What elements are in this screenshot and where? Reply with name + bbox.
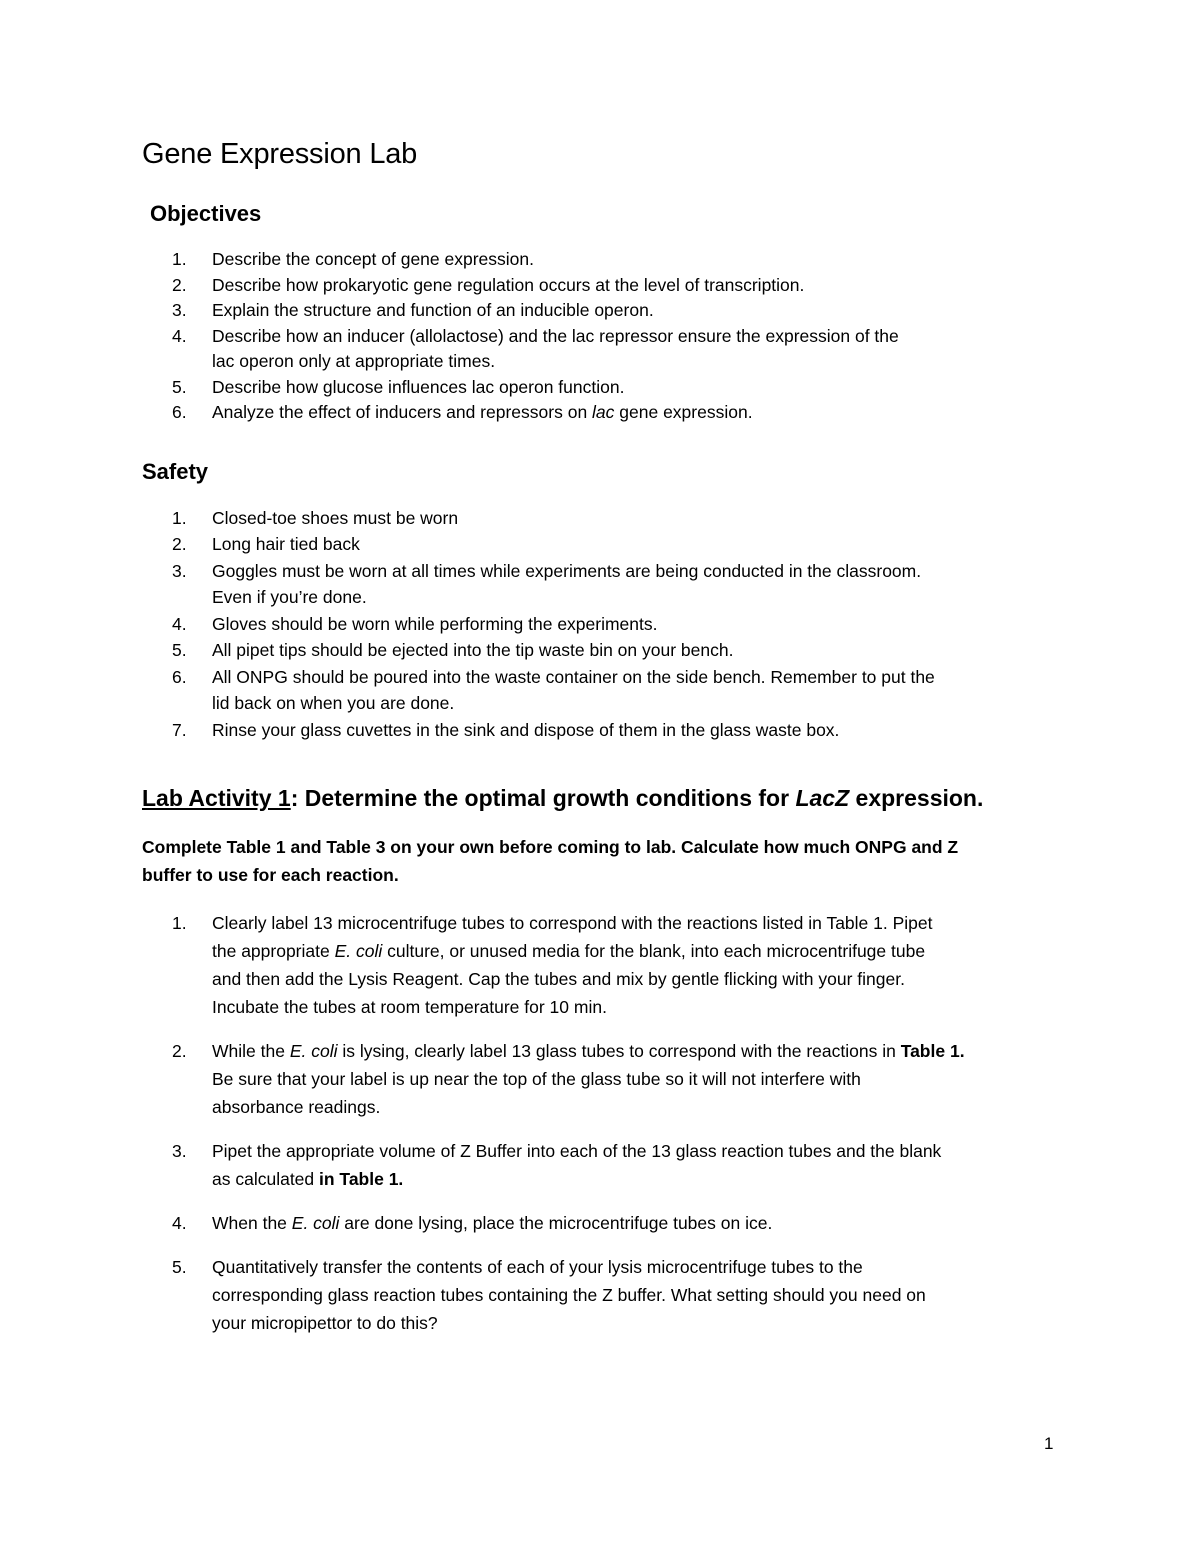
list-item: 1. Describe the concept of gene expression. — [172, 249, 534, 269]
procedure-step: 3. Pipet the appropriate volume of Z Buffer into each of the 13 glass reaction tubes and the blank as calculated in Table 1. — [172, 1141, 942, 1189]
procedure-step: 5. Quantitatively transfer the contents of each of your lysis microcentrifuge tubes to the corresponding glass reaction tubes containing the Z buffer. What setting should you need on your micropipettor to do this? — [172, 1257, 926, 1333]
procedure-list — [142, 909, 1062, 1337]
document-title: Gene Expression Lab — [142, 138, 418, 170]
list-item: 6. All ONPG should be poured into the waste container on the side bench. Remember to put the lid back on when you are done. — [172, 666, 935, 713]
list-item: 3. Goggles must be worn at all times while experiments are being conducted in the classroom. Even if you’re done. — [172, 560, 922, 607]
list-item: 5. Describe how glucose influences lac operon function. — [172, 376, 625, 397]
list-item: 2. Describe how prokaryotic gene regulation occurs at the level of transcription. — [172, 274, 805, 295]
pre-lab-instructions: Complete Table 1 and Table 3 on your own before coming to lab. Calculate how much ONPG and Z buffer to use for each reaction. — [142, 837, 959, 885]
list-item: 2. Long hair tied back — [172, 534, 360, 554]
safety-heading: Safety — [142, 458, 209, 484]
page-number: 1 — [1044, 1434, 1054, 1453]
objectives-list — [142, 247, 1062, 426]
procedure-step: 2. While the E. coli is lysing, clearly label 13 glass tubes to correspond with the reactions in Table 1. Be sure that your label is up near the top of the glass tube so it will not interfere with absorbance readings. — [172, 1041, 965, 1117]
objectives-heading: Objectives — [150, 201, 262, 226]
page-content — [142, 138, 1062, 1353]
list-item: 7. Rinse your glass cuvettes in the sink and dispose of them in the glass waste box. — [172, 719, 840, 740]
lab-activity-1-heading: Lab Activity 1: Determine the optimal growth conditions for LacZ expression. — [142, 785, 984, 811]
procedure-step: 4. When the E. coli are done lysing, place the microcentrifuge tubes on ice. — [172, 1213, 773, 1233]
list-item: 6. Analyze the effect of inducers and repressors on lac gene expression. — [172, 402, 753, 422]
procedure-step: 1. Clearly label 13 microcentrifuge tubes to correspond with the reactions listed in Table 1. Pipet the appropriate E. coli culture, or unused media for the blank, into each microcentrifuge tube and then add the Lysis Reagent. Cap the tubes and mix by gentle flicking with your finger. Incubate the tubes at room temperature for 10 min. — [172, 913, 933, 1017]
lab-activity-label: Lab Activity 1 — [142, 785, 291, 811]
list-item: 4. Describe how an inducer (allolactose) and the lac repressor ensure the expression of the lac operon only at appropriate times. — [172, 325, 899, 371]
safety-list — [142, 505, 1062, 744]
list-item: 4. Gloves should be worn while performing the experiments. — [172, 613, 658, 634]
list-item: 3. Explain the structure and function of an inducible operon. — [172, 300, 654, 320]
list-item: 1. Closed-toe shoes must be worn — [172, 507, 459, 528]
list-item: 5. All pipet tips should be ejected into the tip waste bin on your bench. — [172, 640, 734, 660]
